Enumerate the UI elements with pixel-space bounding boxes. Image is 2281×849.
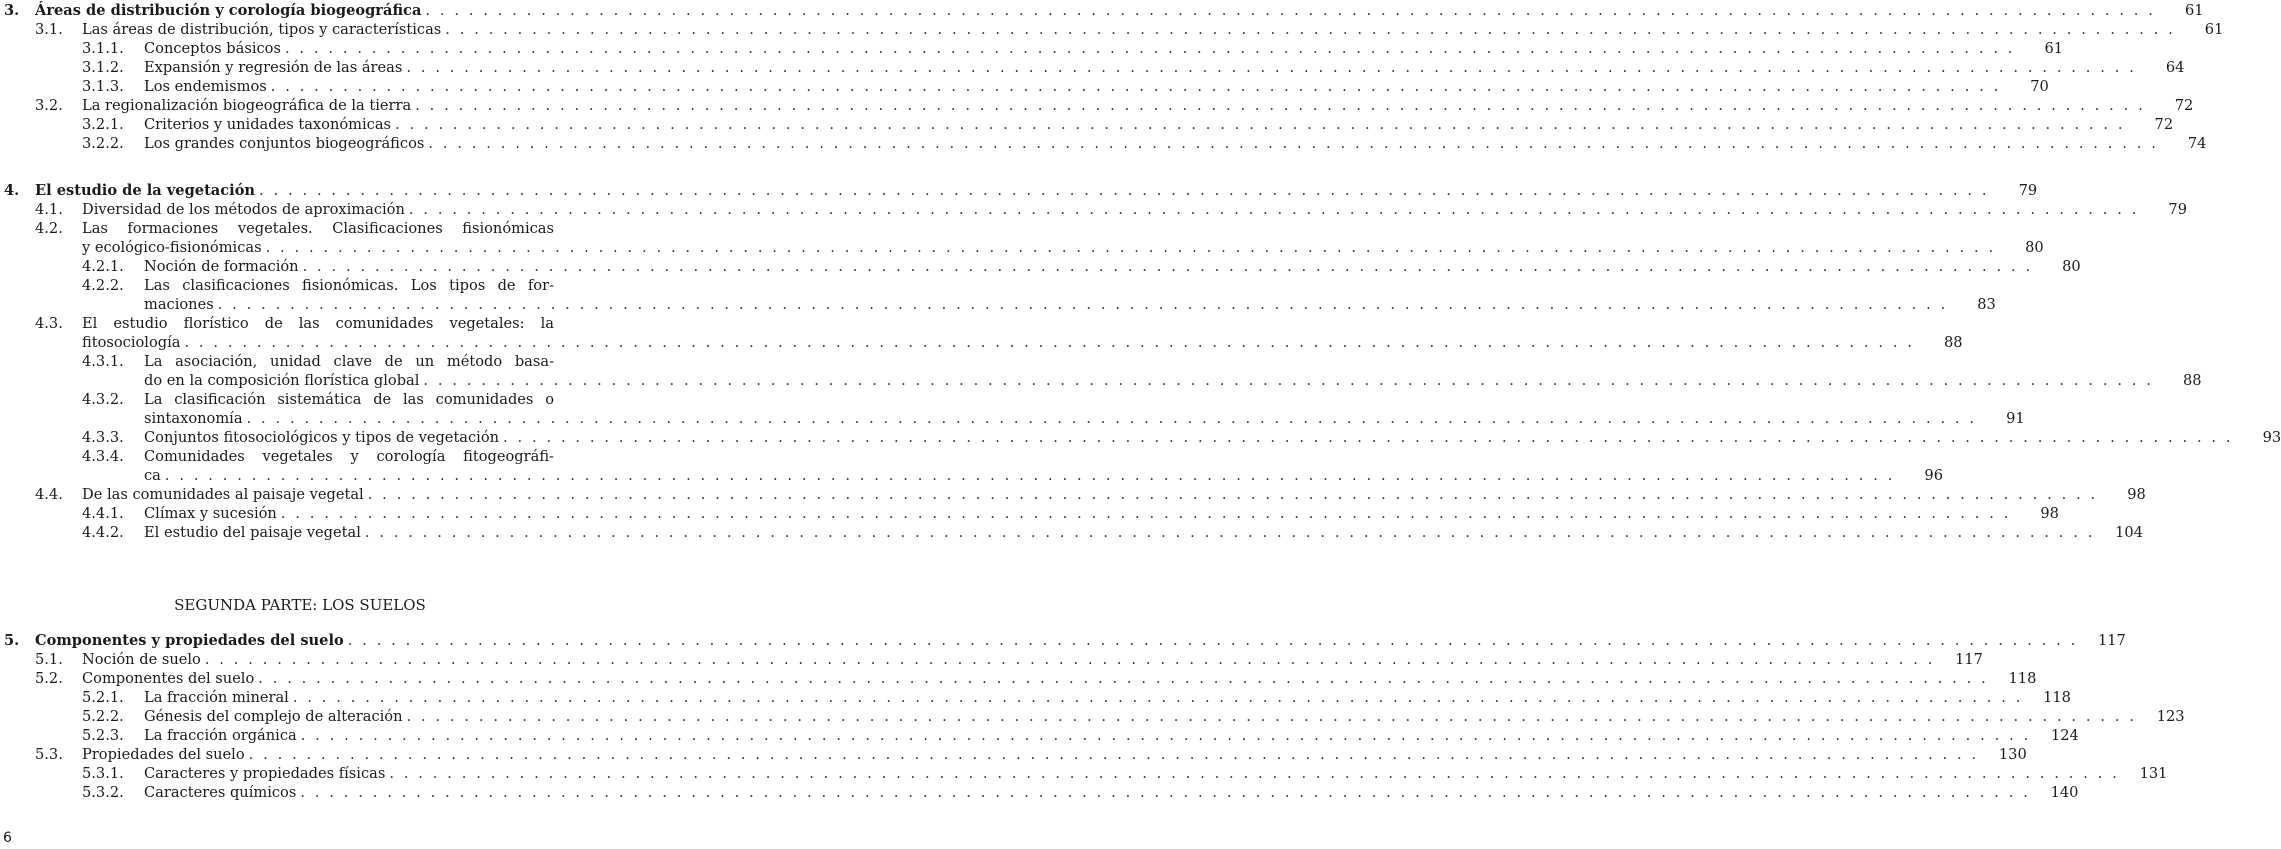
dot-leader: . . . . . . . . . . . . . . . . . . . . . . . . . . . . . . . . . . . . . . . . . . . . . . . . . . . . . . . . . . . . . . . . . . . . . . . . . . . . . . . . . . . . . . . . . . . . . . . . . . . . . . . . . . . . . . . . . . . . . . . . — [284, 40, 2016, 57]
entry-title: Caracteres y propiedades físicas — [144, 765, 386, 782]
entry-number: 4.3. — [35, 315, 63, 332]
entry-number: 5.3. — [35, 746, 63, 763]
entry-page: 80 — [2062, 258, 2081, 275]
dot-leader: . . . . . . . . . . . . . . . . . . . . . . . . . . . . . . . . . . . . . . . . . . . . . . . . . . . . . . . . . . . . . . . . . . . . . . . . . . . . . . . . . . . . . . . . . . . . . . . . . . . . . . . . . . . . . . . . . . . . . . . . — [259, 182, 1990, 199]
entry-title: La fracción mineral — [144, 689, 289, 706]
entry-title: Componentes y propiedades del suelo — [35, 632, 344, 649]
entry-page: 118 — [2008, 670, 2037, 687]
toc-entry — [0, 115, 2174, 134]
entry-page: 118 — [2043, 689, 2071, 706]
toc-entry — [0, 783, 2079, 802]
dot-leader: . . . . . . . . . . . . . . . . . . . . . . . . . . . . . . . . . . . . . . . . . . . . . . . . . . . . . . . . . . . . . . . . . . . . . . . . . . . . . . . . . . . . . . . . . . . . . . . . . . . . . . . . . . . . . . . . . . . . . . . . — [246, 410, 1977, 427]
toc-entry — [0, 504, 2059, 523]
dot-leader: . . . . . . . . . . . . . . . . . . . . . . . . . . . . . . . . . . . . . . . . . . . . . . . . . . . . . . . . . . . . . . . . . . . . . . . . . . . . . . . . . . . . . . . . . . . . . . . . . . . . . . . . . . . . . . . . . . . . . . . . — [406, 59, 2137, 76]
entry-number: 4.2.2. — [82, 277, 124, 294]
entry-title: Comunidades vegetales y corología fitogeográfi- — [144, 448, 554, 465]
dot-leader: . . . . . . . . . . . . . . . . . . . . . . . . . . . . . . . . . . . . . . . . . . . . . . . . . . . . . . . . . . . . . . . . . . . . . . . . . . . . . . . . . . . . . . . . . . . . . . . . . . . . . . . . . . . . . . . . . . . . . . . . — [184, 334, 1915, 351]
toc-entry — [0, 371, 2202, 390]
entry-title: Componentes del suelo — [82, 670, 255, 687]
toc-entry — [0, 409, 2025, 428]
toc-entry — [0, 58, 2185, 77]
entry-page: 88 — [2182, 372, 2202, 389]
entry-title: Caracteres químicos — [144, 784, 297, 801]
entry-title: Los grandes conjuntos biogeográficos — [144, 135, 425, 152]
entry-page: 61 — [2204, 21, 2224, 38]
entry-title: La regionalización biogeográfica de la tierra — [82, 97, 412, 114]
toc-entry — [0, 314, 598, 333]
entry-number: 5.2.3. — [82, 727, 124, 744]
toc-entry — [0, 745, 2027, 764]
entry-number: 5.3.1. — [82, 765, 124, 782]
entry-number: 4.3.4. — [82, 448, 124, 465]
dot-leader: . . . . . . . . . . . . . . . . . . . . . . . . . . . . . . . . . . . . . . . . . . . . . . . . . . . . . . . . . . . . . . . . . . . . . . . . . . . . . . . . . . . . . . . . . . . . . . . . . . . . . . . . . . . . . . . . . . . . . . . . — [367, 486, 2098, 503]
toc-entry — [0, 77, 2049, 96]
entry-title: La asociación, unidad clave de un método basa- — [144, 353, 554, 370]
entry-number: 5. — [4, 632, 20, 649]
dot-leader: . . . . . . . . . . . . . . . . . . . . . . . . . . . . . . . . . . . . . . . . . . . . . . . . . . . . . . . . . . . . . . . . . . . . . . . . . . . . . . . . . . . . . . . . . . . . . . . . . . . . . . . . . . . . . . . . . . . . . . . . — [280, 505, 2011, 522]
dot-leader: . . . . . . . . . . . . . . . . . . . . . . . . . . . . . . . . . . . . . . . . . . . . . . . . . . . . . . . . . . . . . . . . . . . . . . . . . . . . . . . . . . . . . . . . . . . . . . . . . . . . . . . . . . . . . . . . . . . . . . . . — [389, 765, 2120, 782]
entry-number: 5.2.2. — [82, 708, 124, 725]
dot-leader: . . . . . . . . . . . . . . . . . . . . . . . . . . . . . . . . . . . . . . . . . . . . . . . . . . . . . . . . . . . . . . . . . . . . . . . . . . . . . . . . . . . . . . . . . . . . . . . . . . . . . . . . . . . . . . . . . . . . . . . . — [300, 784, 2031, 801]
dot-leader: . . . . . . . . . . . . . . . . . . . . . . . . . . . . . . . . . . . . . . . . . . . . . . . . . . . . . . . . . . . . . . . . . . . . . . . . . . . . . . . . . . . . . . . . . . . . . . . . . . . . . . . . . . . . . . . . . . . . . . . . — [347, 632, 2078, 649]
toc-entry — [0, 96, 2194, 115]
entry-title: Génesis del complejo de alteración — [144, 708, 403, 725]
entry-title: ca — [144, 467, 161, 484]
entry-page: 61 — [2184, 2, 2204, 19]
entry-number: 4.4.1. — [82, 505, 124, 522]
entry-title: Noción de suelo — [82, 651, 201, 668]
entry-title: El estudio de la vegetación — [35, 182, 256, 199]
entry-page: 91 — [2006, 410, 2025, 427]
entry-number: 4.1. — [35, 201, 63, 218]
entry-number: 4.2. — [35, 220, 63, 237]
entry-number: 3.1.2. — [82, 59, 124, 76]
entry-number: 3.1.3. — [82, 78, 124, 95]
entry-page: 74 — [2187, 135, 2207, 152]
entry-title: Las áreas de distribución, tipos y características — [82, 21, 442, 38]
entry-page: 72 — [2174, 97, 2194, 114]
entry-page: 64 — [2165, 59, 2185, 76]
entry-title: sintaxonomía — [144, 410, 243, 427]
dot-leader: . . . . . . . . . . . . . . . . . . . . . . . . . . . . . . . . . . . . . . . . . . . . . . . . . . . . . . . . . . . . . . . . . . . . . . . . . . . . . . . . . . . . . . . . . . . . . . . . . . . . . . . . . . . . . . . . . . . . . . . . — [408, 201, 2139, 218]
entry-page: 130 — [1998, 746, 2027, 763]
toc-entry — [0, 669, 2037, 688]
toc-entry — [0, 688, 2071, 707]
toc-entry — [0, 352, 598, 371]
toc-entry — [0, 333, 1963, 352]
toc-entry — [0, 650, 1983, 669]
toc-entry — [0, 466, 1943, 485]
entry-page: 98 — [2040, 505, 2059, 522]
dot-leader: . . . . . . . . . . . . . . . . . . . . . . . . . . . . . . . . . . . . . . . . . . . . . . . . . . . . . . . . . . . . . . . . . . . . . . . . . . . . . . . . . . . . . . . . . . . . . . . . . . . . . . . . . . . . . . . . . . . . . . . . — [204, 651, 1935, 668]
toc-entry — [0, 485, 2146, 504]
page-number: 6 — [3, 830, 12, 846]
entry-number: 3.1.1. — [82, 40, 124, 57]
entry-number: 3.2.2. — [82, 135, 124, 152]
entry-title: Clímax y sucesión — [144, 505, 277, 522]
part-heading: SEGUNDA PARTE: LOS SUELOS — [174, 596, 426, 614]
toc-entry — [0, 181, 2038, 200]
entry-title: El estudio florístico de las comunidades vegetales: la — [82, 315, 554, 332]
entry-title: fitosociología — [82, 334, 181, 351]
entry-number: 4.4.2. — [82, 524, 124, 541]
entry-page: 72 — [2154, 116, 2174, 133]
entry-page: 70 — [2030, 78, 2049, 95]
entry-title: Áreas de distribución y corología biogeográfica — [35, 2, 422, 19]
entry-number: 3.2.1. — [82, 116, 124, 133]
dot-leader: . . . . . . . . . . . . . . . . . . . . . . . . . . . . . . . . . . . . . . . . . . . . . . . . . . . . . . . . . . . . . . . . . . . . . . . . . . . . . . . . . . . . . . . . . . . . . . . . . . . . . . . . . . . . . . . . . . . . . . . . — [300, 727, 2031, 744]
entry-title: Noción de formación — [144, 258, 299, 275]
entry-page: 61 — [2044, 40, 2064, 57]
toc-entry — [0, 764, 2168, 783]
entry-number: 3.1. — [35, 21, 63, 38]
entry-title: Propiedades del suelo — [82, 746, 245, 763]
entry-title: De las comunidades al paisaje vegetal — [82, 486, 364, 503]
entry-title: El estudio del paisaje vegetal — [144, 524, 361, 541]
entry-title: Criterios y unidades taxonómicas — [144, 116, 392, 133]
entry-number: 5.1. — [35, 651, 63, 668]
dot-leader: . . . . . . . . . . . . . . . . . . . . . . . . . . . . . . . . . . . . . . . . . . . . . . . . . . . . . . . . . . . . . . . . . . . . . . . . . . . . . . . . . . . . . . . . . . . . . . . . . . . . . . . . . . . . . . . . . . . . . . . . — [428, 135, 2159, 152]
toc-entry — [0, 200, 2187, 219]
entry-title: Diversidad de los métodos de aproximación — [82, 201, 405, 218]
toc-entry — [0, 523, 2143, 542]
toc-entry — [0, 390, 598, 409]
dot-leader: . . . . . . . . . . . . . . . . . . . . . . . . . . . . . . . . . . . . . . . . . . . . . . . . . . . . . . . . . . . . . . . . . . . . . . . . . . . . . . . . . . . . . . . . . . . . . . . . . . . . . . . . . . . . . . . . . . . . . . . . — [258, 670, 1989, 687]
entry-page: 124 — [2050, 727, 2079, 744]
dot-leader: . . . . . . . . . . . . . . . . . . . . . . . . . . . . . . . . . . . . . . . . . . . . . . . . . . . . . . . . . . . . . . . . . . . . . . . . . . . . . . . . . . . . . . . . . . . . . . . . . . . . . . . . . . . . . . . . . . . . . . . . — [395, 116, 2126, 133]
entry-title: Las formaciones vegetales. Clasificaciones fisionómicas — [82, 220, 554, 237]
entry-page: 131 — [2139, 765, 2168, 782]
entry-page: 98 — [2127, 486, 2146, 503]
entry-number: 4.3.3. — [82, 429, 124, 446]
entry-number: 4.3.2. — [82, 391, 124, 408]
toc-entry — [0, 219, 598, 238]
entry-number: 3.2. — [35, 97, 63, 114]
dot-leader: . . . . . . . . . . . . . . . . . . . . . . . . . . . . . . . . . . . . . . . . . . . . . . . . . . . . . . . . . . . . . . . . . . . . . . . . . . . . . . . . . . . . . . . . . . . . . . . . . . . . . . . . . . . . . . . . . . . . . . . . — [406, 708, 2137, 725]
dot-leader: . . . . . . . . . . . . . . . . . . . . . . . . . . . . . . . . . . . . . . . . . . . . . . . . . . . . . . . . . . . . . . . . . . . . . . . . . . . . . . . . . . . . . . . . . . . . . . . . . . . . . . . . . . . . . . . . . . . . . . . . — [415, 97, 2146, 114]
entry-title: Conjuntos fitosociológicos y tipos de vegetación — [144, 429, 500, 446]
entry-page: 88 — [1943, 334, 1963, 351]
entry-number: 5.3.2. — [82, 784, 124, 801]
entry-number: 4.2.1. — [82, 258, 124, 275]
entry-page: 104 — [2115, 524, 2143, 541]
entry-title: Expansión y regresión de las áreas — [144, 59, 403, 76]
entry-number: 4.4. — [35, 486, 63, 503]
entry-number: 5.2. — [35, 670, 63, 687]
dot-leader: . . . . . . . . . . . . . . . . . . . . . . . . . . . . . . . . . . . . . . . . . . . . . . . . . . . . . . . . . . . . . . . . . . . . . . . . . . . . . . . . . . . . . . . . . . . . . . . . . . . . . . . . . . . . . . . . . . . . . . . . — [423, 372, 2154, 389]
toc-entry — [0, 1, 2204, 20]
dot-leader: . . . . . . . . . . . . . . . . . . . . . . . . . . . . . . . . . . . . . . . . . . . . . . . . . . . . . . . . . . . . . . . . . . . . . . . . . . . . . . . . . . . . . . . . . . . . . . . . . . . . . . . . . . . . . . . . . . . . . . . . — [270, 78, 2001, 95]
entry-number: 3. — [4, 2, 20, 19]
entry-page: 123 — [2156, 708, 2185, 725]
toc-entry — [0, 295, 1996, 314]
entry-number: 4.3.1. — [82, 353, 124, 370]
toc-entry — [0, 276, 598, 295]
entry-page: 140 — [2050, 784, 2079, 801]
dot-leader: . . . . . . . . . . . . . . . . . . . . . . . . . . . . . . . . . . . . . . . . . . . . . . . . . . . . . . . . . . . . . . . . . . . . . . . . . . . . . . . . . . . . . . . . . . . . . . . . . . . . . . . . . . . . . . . . . . . . . . . . — [364, 524, 2095, 541]
entry-page: 79 — [2018, 182, 2038, 199]
entry-title: y ecológico-fisionómicas — [82, 239, 262, 256]
toc-entry — [0, 238, 2044, 257]
toc-entry — [0, 257, 2081, 276]
entry-page: 93 — [2262, 429, 2281, 446]
toc-entry — [0, 134, 2207, 153]
toc-entry — [0, 20, 2224, 39]
toc-entry — [0, 726, 2079, 745]
entry-number: 5.2.1. — [82, 689, 124, 706]
toc-entry — [0, 39, 2064, 58]
entry-title: do en la composición florística global — [144, 372, 420, 389]
entry-title: Conceptos básicos — [144, 40, 281, 57]
entry-number: 4. — [4, 182, 20, 199]
dot-leader: . . . . . . . . . . . . . . . . . . . . . . . . . . . . . . . . . . . . . . . . . . . . . . . . . . . . . . . . . . . . . . . . . . . . . . . . . . . . . . . . . . . . . . . . . . . . . . . . . . . . . . . . . . . . . . . . . . . . . . . . — [248, 746, 1979, 763]
dot-leader: . . . . . . . . . . . . . . . . . . . . . . . . . . . . . . . . . . . . . . . . . . . . . . . . . . . . . . . . . . . . . . . . . . . . . . . . . . . . . . . . . . . . . . . . . . . . . . . . . . . . . . . . . . . . . . . . . . . . . . . . — [217, 296, 1948, 313]
entry-title: Los endemismos — [144, 78, 267, 95]
toc-entry — [0, 447, 598, 466]
entry-page: 80 — [2025, 239, 2044, 256]
dot-leader: . . . . . . . . . . . . . . . . . . . . . . . . . . . . . . . . . . . . . . . . . . . . . . . . . . . . . . . . . . . . . . . . . . . . . . . . . . . . . . . . . . . . . . . . . . . . . . . . . . . . . . . . . . . . . . . . . . . . . . . . — [302, 258, 2033, 275]
dot-leader: . . . . . . . . . . . . . . . . . . . . . . . . . . . . . . . . . . . . . . . . . . . . . . . . . . . . . . . . . . . . . . . . . . . . . . . . . . . . . . . . . . . . . . . . . . . . . . . . . . . . . . . . . . . . . . . . . . . . . . . . — [503, 429, 2234, 446]
entry-page: 117 — [1955, 651, 1983, 668]
entry-page: 83 — [1977, 296, 1996, 313]
entry-title: Las clasificaciones fisionómicas. Los tipos de for- — [144, 277, 554, 294]
dot-leader: . . . . . . . . . . . . . . . . . . . . . . . . . . . . . . . . . . . . . . . . . . . . . . . . . . . . . . . . . . . . . . . . . . . . . . . . . . . . . . . . . . . . . . . . . . . . . . . . . . . . . . . . . . . . . . . . . . . . . . . . — [292, 689, 2023, 706]
entry-page: 117 — [2097, 632, 2126, 649]
dot-leader: . . . . . . . . . . . . . . . . . . . . . . . . . . . . . . . . . . . . . . . . . . . . . . . . . . . . . . . . . . . . . . . . . . . . . . . . . . . . . . . . . . . . . . . . . . . . . . . . . . . . . . . . . . . . . . . . . . . . . . . . — [425, 2, 2156, 19]
entry-title: La fracción orgánica — [144, 727, 297, 744]
dot-leader: . . . . . . . . . . . . . . . . . . . . . . . . . . . . . . . . . . . . . . . . . . . . . . . . . . . . . . . . . . . . . . . . . . . . . . . . . . . . . . . . . . . . . . . . . . . . . . . . . . . . . . . . . . . . . . . . . . . . . . . . — [445, 21, 2176, 38]
entry-page: 79 — [2168, 201, 2187, 218]
entry-title: maciones — [144, 296, 214, 313]
toc-entry — [0, 631, 2126, 650]
dot-leader: . . . . . . . . . . . . . . . . . . . . . . . . . . . . . . . . . . . . . . . . . . . . . . . . . . . . . . . . . . . . . . . . . . . . . . . . . . . . . . . . . . . . . . . . . . . . . . . . . . . . . . . . . . . . . . . . . . . . . . . . — [164, 467, 1895, 484]
toc-entry — [0, 428, 2281, 447]
toc-entry — [0, 707, 2185, 726]
entry-title: La clasificación sistemática de las comunidades o — [144, 391, 554, 408]
entry-page: 96 — [1924, 467, 1943, 484]
dot-leader: . . . . . . . . . . . . . . . . . . . . . . . . . . . . . . . . . . . . . . . . . . . . . . . . . . . . . . . . . . . . . . . . . . . . . . . . . . . . . . . . . . . . . . . . . . . . . . . . . . . . . . . . . . . . . . . . . . . . . . . . — [265, 239, 1996, 256]
